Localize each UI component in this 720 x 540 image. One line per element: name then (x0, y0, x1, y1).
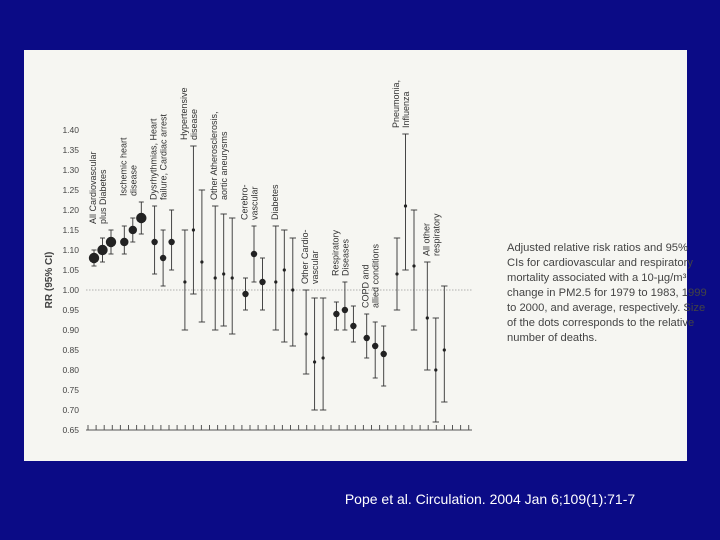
rr-point (342, 307, 348, 313)
rr-point (313, 360, 316, 363)
category-label-line: All Cardiovascular (88, 151, 98, 224)
category-label (88, 151, 108, 224)
y-tick-label: 1.25 (62, 185, 79, 195)
y-tick-label: 1.05 (62, 265, 79, 275)
category-label-line: allied conditions (370, 243, 381, 308)
category-label-line: Ischemic heart (118, 137, 129, 196)
y-tick-label: 0.75 (62, 385, 79, 395)
category-label (330, 229, 350, 276)
category-label-line: aortic aneurysms (219, 131, 230, 200)
rr-point (168, 239, 174, 245)
y-tick-label: 1.15 (62, 225, 79, 235)
category-label (270, 184, 280, 220)
rr-point (291, 288, 294, 291)
category-label-line: Diseases (340, 238, 351, 276)
rr-point (200, 260, 203, 263)
category-label (391, 80, 411, 128)
rr-point (381, 351, 387, 357)
category-label-line: vascular (310, 250, 321, 284)
rr-point (106, 237, 116, 247)
rr-point (364, 335, 370, 341)
citation: Pope et al. Circulation. 2004 Jan 6;109(1):71-7 (344, 491, 636, 507)
y-tick-label: 1.35 (62, 145, 79, 155)
category-label (361, 243, 381, 308)
rr-point (222, 272, 225, 275)
y-tick-label: 0.95 (62, 305, 79, 315)
rr-point (305, 332, 308, 335)
y-tick-label: 0.65 (62, 425, 79, 435)
rr-point (372, 343, 378, 349)
y-tick-label: 0.85 (62, 345, 79, 355)
category-label-line: Dysrhythmias, Heart (148, 118, 159, 200)
y-tick-label: 0.90 (62, 325, 79, 335)
rr-point (160, 255, 166, 261)
category-label-line: Diabetes (269, 184, 280, 220)
category-label (149, 113, 169, 200)
category-label (300, 229, 320, 284)
rr-point (97, 245, 107, 255)
category-label-line: failure, Cardiac arrest (158, 113, 169, 200)
rr-point (426, 316, 429, 319)
rr-point (136, 213, 146, 223)
rr-point (129, 226, 137, 234)
y-axis-title: RR (95% CI) (44, 251, 55, 309)
rr-point (395, 272, 398, 275)
category-label-line: respiratory (431, 213, 442, 256)
rr-point (259, 279, 265, 285)
rr-point (283, 268, 286, 271)
rr-point (333, 311, 339, 317)
category-label-line: disease (128, 164, 139, 196)
y-tick-label: 0.80 (62, 365, 79, 375)
category-label-line: Hypertensive (178, 87, 189, 140)
rr-point (151, 239, 157, 245)
rr-point (412, 264, 415, 267)
category-label-line: COPD and (360, 264, 371, 308)
rr-point (231, 276, 234, 279)
rr-point (404, 204, 407, 207)
rr-point (350, 323, 356, 329)
y-tick-label: 1.10 (62, 245, 79, 255)
category-label-line: disease (188, 108, 199, 140)
category-label (421, 213, 441, 256)
y-tick-label: 1.40 (62, 125, 79, 135)
rr-point (120, 238, 128, 246)
y-tick-label: 0.70 (62, 405, 79, 415)
rr-point (251, 251, 257, 257)
figure-caption: Adjusted relative risk ratios and 95% CIs for cardiovascular and respiratory mortality associated with a 10-µg/m³ change in PM2.5 for 1979 to 1983, 1999 to 2000, and average, respectively. Size of the dots corresponds to the relative number of deaths. (507, 242, 707, 344)
y-tick-label: 1.00 (62, 285, 79, 295)
category-label-line: Influenza (401, 91, 411, 128)
y-tick-label: 1.20 (62, 205, 79, 215)
rr-point (322, 356, 325, 359)
category-label-line: Other Cardio- (300, 229, 311, 284)
rr-point (274, 280, 277, 283)
figure-panel (24, 50, 707, 461)
category-label (118, 137, 138, 196)
category-label-line: vascular (249, 186, 260, 220)
rr-point (214, 276, 217, 279)
rr-point (192, 228, 195, 231)
category-label-line: Cerebro- (239, 184, 250, 220)
category-label (209, 111, 229, 200)
category-label-line: Pneumonia, (391, 79, 401, 128)
category-label-line: Respiratory (330, 229, 341, 276)
category-label (179, 87, 199, 140)
rr-point (183, 280, 186, 283)
category-label (240, 184, 260, 220)
category-label-line: All other (421, 222, 432, 256)
category-label-line: plus Diabetes (98, 169, 108, 224)
category-label-line: Other Atherosclerosis, (209, 111, 220, 200)
rr-point (89, 253, 99, 263)
y-tick-label: 1.30 (62, 165, 79, 175)
rr-point (434, 368, 437, 371)
rr-point (443, 348, 446, 351)
rr-point (242, 291, 248, 297)
